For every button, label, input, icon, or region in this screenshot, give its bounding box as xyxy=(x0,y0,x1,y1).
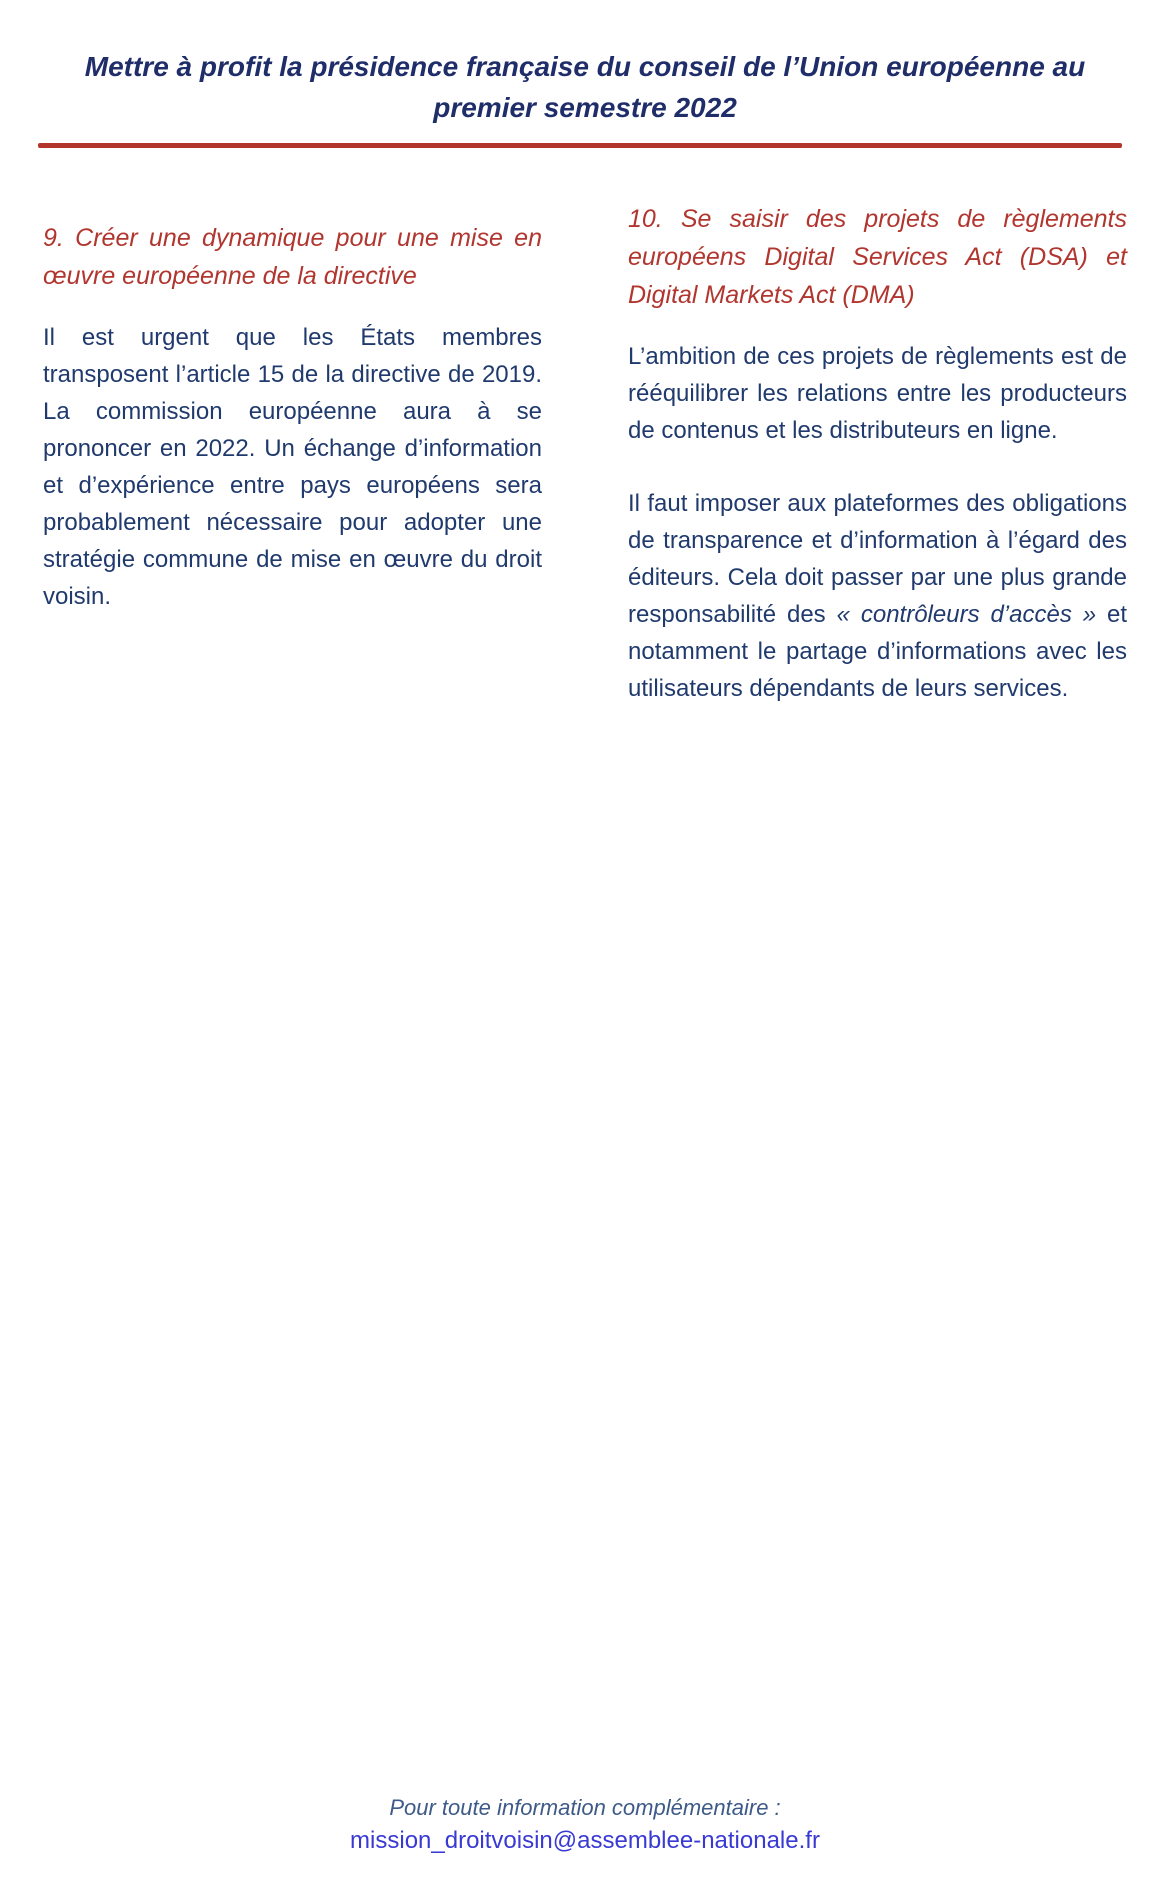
section-10-paragraph-2-text: Il faut imposer aux plateformes des obligations de transparence et d’information à l’égard des éditeurs. Cela doit passer par une plus grande responsabilité des xyxy=(628,490,1127,628)
footer xyxy=(0,1793,1170,1856)
document-page xyxy=(0,46,1170,1854)
content-columns xyxy=(43,200,1127,707)
gatekeepers-quoted-term: « contrôleurs d’accès » xyxy=(836,601,1097,628)
section-10-paragraph-1: L’ambition de ces projets de règlements est de rééquilibrer les relations entre les producteurs de contenus et les distributeurs en ligne. xyxy=(628,343,1127,444)
section-10-paragraph-2-text-continued: et notamment le partage d’informations avec les utilisateurs dépendants de leurs services. xyxy=(628,601,1128,702)
section-9-paragraph: Il est urgent que les États membres transposent l’article 15 de la directive de 2019. La commission européenne aura à se prononcer en 2022. Un échange d’information et d’expérience entre pays européens sera probablement nécessaire pour adopter une stratégie commune de mise en œuvre du droit voisin. xyxy=(43,324,542,610)
contact-email-link[interactable]: mission_droitvoisin@assemblee-nationale.fr xyxy=(350,1827,820,1854)
section-10-paragraph-2 xyxy=(628,485,1127,707)
section-9-heading: 9. Créer une dynamique pour une mise en œuvre européenne de la directive xyxy=(43,224,542,290)
title-divider-rule xyxy=(38,143,1122,148)
footer-note: Pour toute information complémentaire : xyxy=(389,1795,781,1820)
section-10-heading: 10. Se saisir des projets de règlements européens Digital Services Act (DSA) et Digital Markets Act (DMA) xyxy=(628,205,1127,309)
section-10 xyxy=(628,200,1127,707)
section-9 xyxy=(43,200,542,707)
page-title: Mettre à profit la présidence française du conseil de l’Union européenne au premier semestre 2022 xyxy=(84,51,1086,123)
